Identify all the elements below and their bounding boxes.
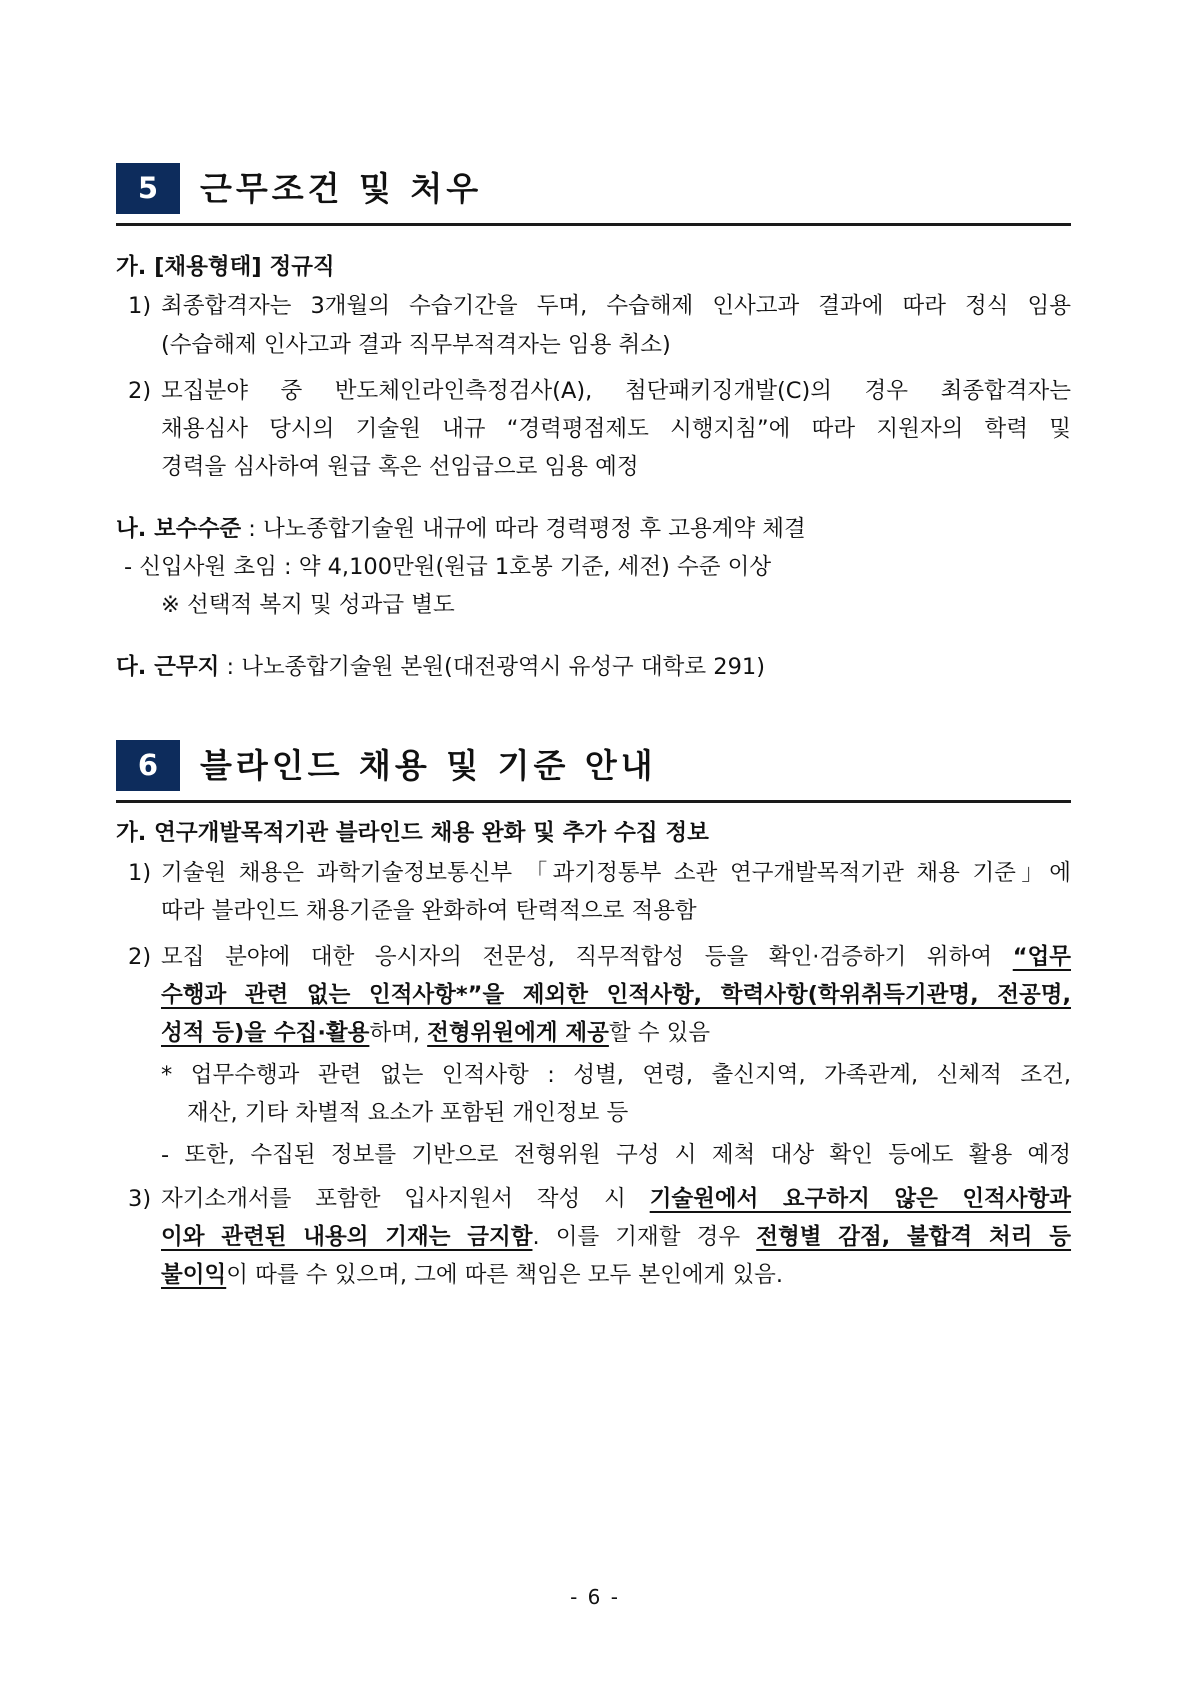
text-span: 이 따를 수 있으며, 그에 따른 책임은 모두 본인에게 있음. (226, 1262, 784, 1288)
salary-note: ※ 선택적 복지 및 성과급 별도 (161, 592, 455, 618)
item-text: 모집분야 중 반도체인라인측정검사(A), 첨단패키징개발(C)의 경우 최종합격자는 (161, 378, 1071, 404)
section-6-header (116, 740, 1071, 803)
dash-text: - 또한, 수집된 정보를 기반으로 전형위원 구성 시 제척 대상 확인 등에도 활용 예정 (161, 1142, 1071, 1168)
subsection-heading: 가. 연구개발목적기관 블라인드 채용 완화 및 추가 수집 정보 (116, 820, 709, 846)
subsection-heading: 나. 보수수준 (116, 516, 242, 542)
emphasis-span: 전형위원에게 제공 (427, 1020, 609, 1046)
subsection-heading: 가. [채용형태] 정규직 (116, 254, 335, 280)
emphasis-span: 전형별 감점, 불합격 처리 등 (756, 1224, 1072, 1250)
item-text: (수습해제 인사고과 결과 직무부적격자는 임용 취소) (161, 332, 671, 358)
emphasis-span: 이와 관련된 내용의 기재는 금지함 (161, 1224, 533, 1250)
item-text (161, 1018, 710, 1048)
section-title: 블라인드 채용 및 기준 안내 (200, 746, 657, 785)
footnote-text: * 업무수행과 관련 없는 인적사항 : 성별, 연령, 출신지역, 가족관계, 신체적 조건, (161, 1062, 1071, 1088)
workplace-text: : 나노종합기술원 본원(대전광역시 유성구 대학로 291) (219, 654, 766, 680)
salary-sub: - 신입사원 초임 : 약 4,100만원(원급 1호봉 기준, 세전) 수준 이상 (124, 554, 772, 580)
item-text (161, 1184, 1071, 1214)
item-text: 따라 블라인드 채용기준을 완화하여 탄력적으로 적용함 (161, 898, 697, 924)
item-number: 1) (128, 293, 152, 319)
item-text: 기술원 채용은 과학기술정보통신부 「과기정통부 소관 연구개발목적기관 채용 기준」에 (161, 860, 1071, 886)
text-span: . 이를 기재할 경우 (532, 1224, 757, 1250)
section-number-badge: 5 (116, 163, 180, 214)
item-text: 채용심사 당시의 기술원 내규 “경력평점제도 시행지침”에 따라 지원자의 학력 및 (161, 416, 1071, 442)
emphasis-span: 성적 등)을 수집·활용 (161, 1020, 370, 1046)
item-text (161, 1222, 1071, 1252)
footnote-text: 재산, 기타 차별적 요소가 포함된 개인정보 등 (187, 1100, 629, 1126)
item-number: 1) (128, 860, 152, 886)
emphasis-span: 불이익 (161, 1262, 227, 1288)
section-title: 근무조건 및 처우 (200, 169, 483, 208)
text-span: 하며, (369, 1020, 428, 1046)
item-text (161, 942, 1071, 972)
salary-text: : 나노종합기술원 내규에 따라 경력평정 후 고용계약 체결 (241, 516, 806, 542)
emphasis-span: 기술원에서 요구하지 않은 인적사항과 (649, 1186, 1071, 1212)
item-text: 경력을 심사하여 원급 혹은 선임급으로 임용 예정 (161, 454, 639, 480)
subsection-heading: 다. 근무지 (116, 654, 220, 680)
emphasis-span: “업무 (1012, 944, 1071, 970)
text-span: 모집 분야에 대한 응시자의 전문성, 직무적합성 등을 확인·검증하기 위하여 (161, 944, 1013, 970)
section-number-badge: 6 (116, 740, 180, 791)
emphasis-text: 수행과 관련 없는 인적사항*”을 제외한 인적사항, 학력사항(학위취득기관명, 전공명, (161, 982, 1071, 1008)
workplace-line (116, 652, 765, 682)
text-span: 할 수 있음 (608, 1020, 711, 1046)
salary-line (116, 514, 806, 544)
text-span: 자기소개서를 포함한 입사지원서 작성 시 (161, 1186, 650, 1212)
item-text (161, 1260, 783, 1290)
item-number: 2) (128, 944, 152, 970)
item-text: 최종합격자는 3개월의 수습기간을 두며, 수습해제 인사고과 결과에 따라 정식 임용 (161, 293, 1071, 319)
section-5-header (116, 163, 1071, 226)
page-number: - 6 - (570, 1585, 620, 1609)
item-number: 3) (128, 1186, 152, 1212)
item-number: 2) (128, 378, 152, 404)
